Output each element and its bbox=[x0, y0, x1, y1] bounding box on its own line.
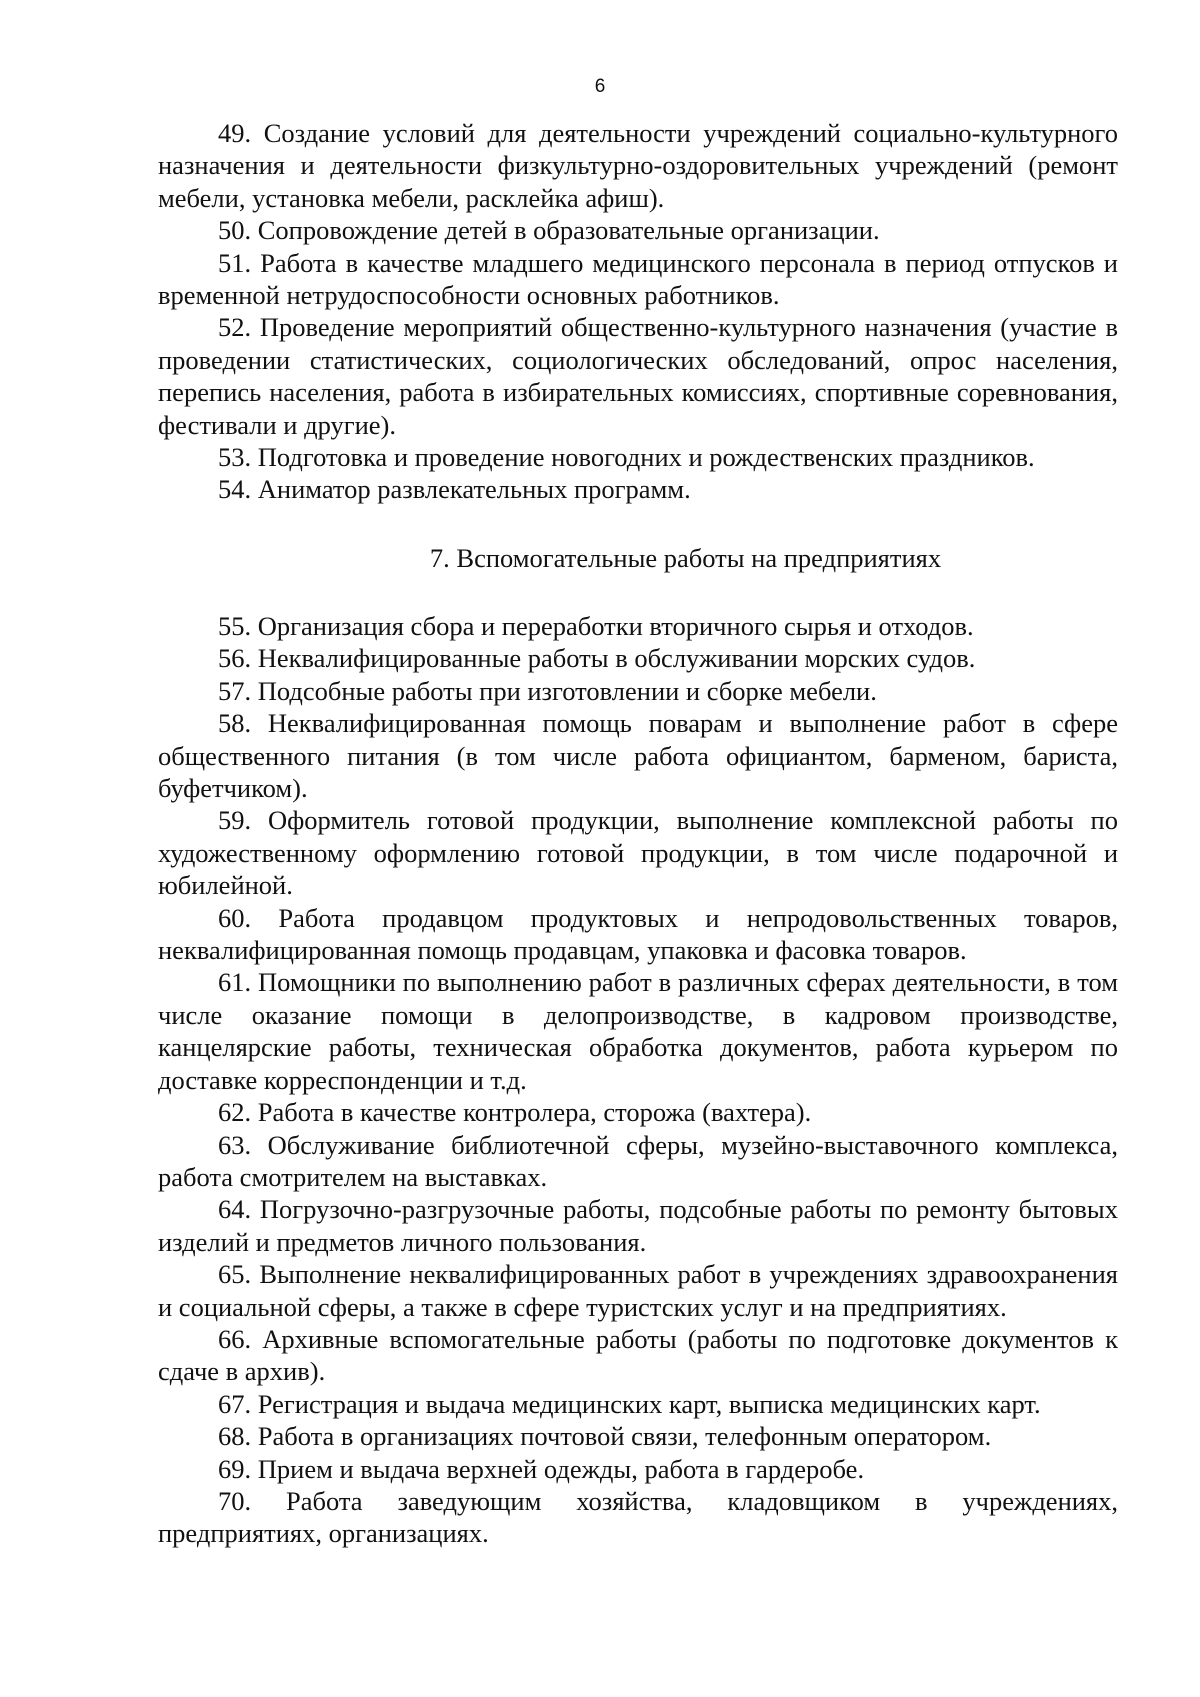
paragraphs-after-section bbox=[158, 610, 1118, 1550]
list-item: 61. Помощники по выполнению работ в различных сферах деятельности, в том числе оказание помощи в делопроизводстве, в кадровом производстве, канцелярские работы, техническая обработка документов, работа курьером по доставке корреспонденции и т.д. bbox=[158, 967, 1118, 1095]
section-heading: 7. Вспомогательные работы на предприятиях bbox=[429, 543, 942, 573]
list-item: 66. Архивные вспомогательные работы (работы по подготовке документов к сдаче в архив). bbox=[158, 1323, 1118, 1387]
list-item: 55. Организация сбора и переработки вторичного сырья и отходов. bbox=[218, 611, 974, 641]
list-item: 65. Выполнение неквалифицированных работ в учреждениях здравоохранения и социальной сферы, а также в сфере туристских услуг и на предприятиях. bbox=[158, 1259, 1118, 1322]
list-item: 69. Прием и выдача верхней одежды, работа в гардеробе. bbox=[218, 1453, 865, 1484]
list-item: 58. Неквалифицированная помощь поварам и выполнение работ в сфере общественного питания (в том числе работа официантом, барменом, бариста, буфетчиком). bbox=[158, 708, 1118, 804]
list-item: 49. Создание условий для деятельности учреждений социально-культурного назначения и деятельности физкультурно-оздоровительных учреждений (ремонт мебели, установка мебели, расклейка афиш). bbox=[158, 118, 1118, 213]
list-item: 62. Работа в качестве контролера, сторожа (вахтера). bbox=[218, 1097, 812, 1128]
page-number: 6 bbox=[594, 76, 606, 97]
paragraphs-before-section bbox=[158, 117, 1118, 506]
list-item: 70. Работа заведующим хозяйства, кладовщиком в учреждениях, предприятиях, организациях. bbox=[158, 1485, 1118, 1549]
list-item: 64. Погрузочно-разгрузочные работы, подсобные работы по ремонту бытовых изделий и предметов личного пользования. bbox=[158, 1194, 1118, 1257]
list-item: 59. Оформитель готовой продукции, выполнение комплексной работы по художественному оформлению готовой продукции, в том числе подарочной и юбилейной. bbox=[158, 805, 1118, 901]
list-item: 54. Аниматор развлекательных программ. bbox=[218, 474, 691, 505]
list-item: 52. Проведение мероприятий общественно-культурного назначения (участие в проведении статистических, социологических обследований, опрос населения, перепись населения, работа в избирательных комиссиях, спортивные соревнования, фестивали и другие). bbox=[158, 312, 1118, 440]
list-item: 51. Работа в качестве младшего медицинского персонала в период отпусков и временной нетрудоспособности основных работников. bbox=[158, 247, 1118, 311]
list-item: 56. Неквалифицированные работы в обслуживании морских судов. bbox=[218, 643, 976, 674]
list-item: 57. Подсобные работы при изготовлении и сборке мебели. bbox=[218, 675, 877, 706]
list-item: 67. Регистрация и выдача медицинских карт, выписка медицинских карт. bbox=[218, 1388, 1041, 1419]
list-item: 68. Работа в организациях почтовой связи, телефонным оператором. bbox=[218, 1421, 992, 1452]
list-item: 60. Работа продавцом продуктовых и непродовольственных товаров, неквалифицированная помощь продавцам, упаковка и фасовка товаров. bbox=[158, 902, 1118, 966]
list-item: 53. Подготовка и проведение новогодних и рождественских праздников. bbox=[218, 442, 1035, 473]
list-item: 50. Сопровождение детей в образовательные организации. bbox=[218, 215, 880, 246]
list-item: 63. Обслуживание библиотечной сферы, музейно-выставочного комплекса, работа смотрителем на выставках. bbox=[158, 1129, 1118, 1192]
